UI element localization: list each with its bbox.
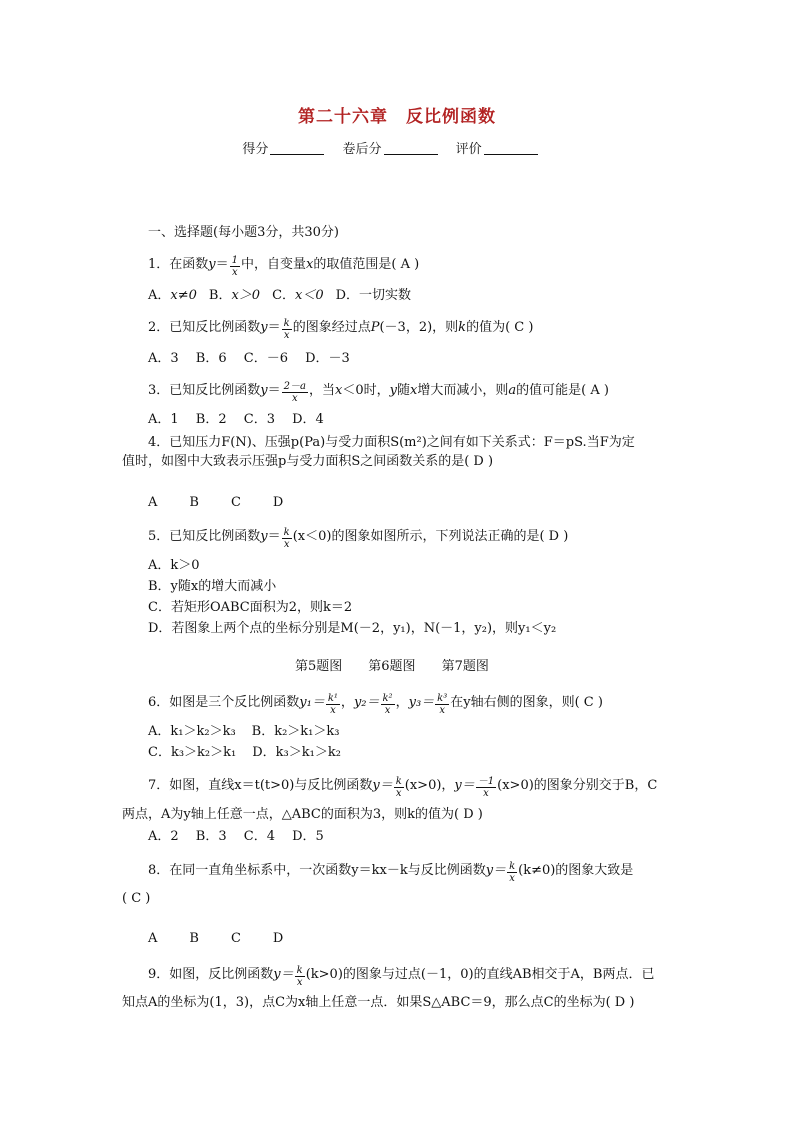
figure-6-caption: 第6题图 — [368, 659, 416, 674]
q5-text: 5．已知反比例函数 — [148, 528, 261, 544]
q6-numerator-2: k² — [382, 693, 393, 704]
q5-option-d: D．若图象上两个点的坐标分别是M(－2，y₁)，N(－1，y₂)，则y₁＜y₂ — [148, 621, 557, 636]
q7-denominator-1: x — [395, 788, 402, 799]
q6-sep-1: ， — [340, 694, 354, 710]
q6-denominator-2: x — [384, 705, 391, 716]
question-7-line-1 — [148, 776, 657, 799]
q4-option-b: B — [189, 495, 199, 510]
q7-fraction-2 — [476, 776, 496, 799]
q1-option-c: x＜0 — [295, 288, 324, 303]
q8-option-b: B — [189, 931, 199, 946]
q3-text-3: ＜0时， — [342, 382, 390, 398]
q9-denominator: x — [296, 977, 303, 988]
q4-option-a: A — [148, 495, 158, 510]
q5-numerator: k — [283, 527, 290, 538]
q3-x2: x — [410, 382, 418, 398]
q3-denominator: x — [292, 393, 298, 404]
q1-text-3: 的取值范围是( A ) — [313, 256, 420, 272]
q1-option-c-label: C． — [272, 288, 296, 303]
q6-option-d: D．k₃＞k₁＞k₂ — [252, 745, 341, 760]
q6-numerator-1: k¹ — [327, 693, 338, 704]
q6-option-a: A．k₁＞k₂＞k₃ — [148, 724, 236, 739]
q8-text: 8．在同一直角坐标系中，一次函数y＝kx－k与反比例函数 — [148, 862, 486, 878]
q1-option-b: x＞0 — [231, 288, 261, 303]
q2-options: A．3 B．6 C．－6 D．－3 — [148, 351, 350, 366]
q1-option-b-label: B． — [208, 288, 232, 303]
q1-y: y — [208, 256, 216, 272]
question-5 — [148, 527, 568, 550]
q8-y: y＝ — [485, 862, 507, 878]
q7-y1: y＝ — [372, 777, 393, 793]
question-4-line-2: 值时，如图中大致表示压强p与受力面积S之间函数关系的是( D ) — [122, 454, 494, 469]
q5-y: y — [260, 528, 268, 544]
q1-fraction — [230, 255, 240, 278]
q6-option-b: B．k₂＞k₁＞k₃ — [251, 724, 340, 739]
page-title: 第二十六章 反比例函数 — [298, 107, 496, 127]
score-line — [0, 142, 794, 156]
q2-k: k — [458, 319, 467, 335]
score-blank — [270, 142, 324, 155]
q3-y: y — [260, 382, 268, 398]
q3-x: x — [335, 382, 343, 398]
question-2 — [148, 318, 533, 341]
evaluation-blank — [484, 142, 538, 155]
q3-numerator: 2－a — [283, 381, 306, 392]
q2-text-2: 的图象经过点 — [292, 319, 371, 335]
q1-options — [148, 289, 411, 302]
q6-y3: y₃＝ — [408, 694, 435, 710]
q7-text: 7．如图，直线x＝t(t>0)与反比例函数 — [148, 777, 373, 793]
q7-fraction-1 — [394, 776, 404, 799]
q8-option-d: D — [272, 931, 284, 946]
q1-eq: ＝ — [215, 256, 229, 272]
q7-text-3: (x>0)的图象分别交于B，C — [497, 777, 658, 793]
q7-denominator-2: x — [483, 788, 489, 799]
q6-options-row-1 — [148, 725, 339, 738]
q1-denominator: x — [232, 267, 238, 278]
q6-denominator-3: x — [439, 705, 446, 716]
q2-text-3: (－3，2)，则 — [379, 319, 459, 335]
q6-text-2: 在y轴右侧的图象，则( C ) — [450, 694, 603, 710]
score-label: 得分 — [242, 142, 269, 157]
q1-option-a-label: A． — [148, 288, 171, 303]
q3-text: 3．已知反比例函数 — [148, 382, 261, 398]
evaluation-label: 评价 — [455, 142, 482, 157]
q7-numerator-1: k — [395, 776, 402, 787]
q6-fraction-2 — [381, 693, 395, 716]
q8-options — [148, 932, 283, 945]
q6-y1: y₁＝ — [299, 694, 325, 710]
q5-option-a: A．k＞0 — [148, 558, 200, 573]
q8-fraction — [507, 861, 517, 884]
q8-option-a: A — [148, 931, 158, 946]
q2-numerator: k — [283, 318, 290, 329]
q1-text: 1．在函数 — [148, 256, 209, 272]
q7-y2: y＝ — [454, 777, 475, 793]
q1-option-a: x≠0 — [170, 288, 197, 303]
q3-text-4: 随 — [396, 382, 410, 398]
q4-option-d: D — [272, 495, 284, 510]
question-1 — [148, 255, 419, 278]
question-8-line-2: ( C ) — [122, 891, 151, 906]
q9-text: 9．如图，反比例函数 — [148, 966, 274, 982]
q3-options: A．1 B．2 C．3 D．4 — [148, 412, 324, 427]
q9-y: y＝ — [273, 966, 294, 982]
q5-eq: ＝ — [267, 528, 281, 544]
q7-numerator-2: －1 — [477, 776, 495, 787]
q6-numerator-3: k³ — [437, 693, 448, 704]
q1-numerator: 1 — [231, 255, 239, 266]
question-4-line-1: 4．已知压力F(N)、压强p(Pa)与受力面积S(m²)之间有如下关系式：F＝pS.当F为定 — [148, 435, 635, 450]
q6-option-c: C．k₃＞k₂＞k₁ — [148, 745, 237, 760]
q1-text-2: 中，自变量 — [241, 256, 307, 272]
final-score-blank — [384, 142, 438, 155]
figure-7-caption: 第7题图 — [441, 659, 489, 674]
q9-fraction — [295, 965, 305, 988]
q9-numerator: k — [296, 965, 303, 976]
q3-y2: y — [389, 382, 397, 398]
q2-text-4: 的值为( C ) — [466, 319, 534, 335]
question-9-line-2: 知点A的坐标为(1，3)，点C为x轴上任意一点．如果S△ABC＝9，那么点C的坐标为( D ) — [122, 995, 635, 1010]
q6-sep-2: ， — [395, 694, 409, 710]
q8-text-2: (k≠0)的图象大致是 — [518, 862, 634, 878]
question-8-line-1 — [148, 861, 633, 884]
q8-denominator: x — [509, 873, 515, 884]
question-7-line-2: 两点，A为y轴上任意一点，△ABC的面积为3，则k的值为( D ) — [122, 807, 483, 822]
q7-text-2: (x>0)， — [404, 777, 455, 793]
q1-option-d: D．一切实数 — [335, 288, 412, 303]
q3-text-2: ，当 — [308, 382, 335, 398]
q3-a: a — [508, 382, 517, 398]
section-heading: 一、选择题(每小题3分，共30分) — [148, 225, 339, 240]
q5-fraction — [282, 527, 292, 550]
q3-text-6: 的值可能是( A ) — [516, 382, 609, 398]
q3-fraction — [282, 381, 308, 404]
question-3 — [148, 381, 609, 404]
q6-fraction-1 — [326, 693, 340, 716]
q6-text: 6．如图是三个反比例函数 — [148, 694, 300, 710]
q2-eq: ＝ — [267, 319, 281, 335]
figure-captions — [295, 660, 489, 673]
q3-text-5: 增大而减小，则 — [417, 382, 509, 398]
q5-text-2: (x＜0)的图象如图所示，下列说法正确的是( D ) — [292, 528, 569, 544]
q6-y2: y₂＝ — [353, 694, 380, 710]
q9-text-2: (k>0)的图象与过点(－1，0)的直线AB相交于A，B两点．已 — [305, 966, 655, 982]
figure-5-caption: 第5题图 — [295, 659, 343, 674]
q6-fraction-3 — [435, 693, 449, 716]
question-9-line-1 — [148, 965, 654, 988]
q2-y: y — [260, 319, 268, 335]
q1-x: x — [306, 256, 314, 272]
q4-option-c: C — [230, 495, 241, 510]
q6-options-row-2 — [148, 746, 341, 759]
q2-text: 2．已知反比例函数 — [148, 319, 261, 335]
final-score-label: 卷后分 — [342, 142, 382, 157]
q2-point: P — [370, 319, 380, 335]
q5-option-b: B．y随x的增大而减小 — [148, 579, 277, 594]
q8-option-c: C — [230, 931, 241, 946]
q3-eq: ＝ — [267, 382, 281, 398]
question-6 — [148, 693, 603, 716]
q5-denominator: x — [283, 539, 290, 550]
q7-options: A．2 B．3 C．4 D．5 — [148, 829, 324, 844]
q6-denominator-1: x — [330, 705, 336, 716]
q8-numerator: k — [509, 861, 516, 872]
q4-options — [148, 496, 283, 509]
q5-option-c: C．若矩形OABC面积为2，则k＝2 — [148, 600, 353, 615]
q2-denominator: x — [283, 330, 290, 341]
q2-fraction — [282, 318, 292, 341]
